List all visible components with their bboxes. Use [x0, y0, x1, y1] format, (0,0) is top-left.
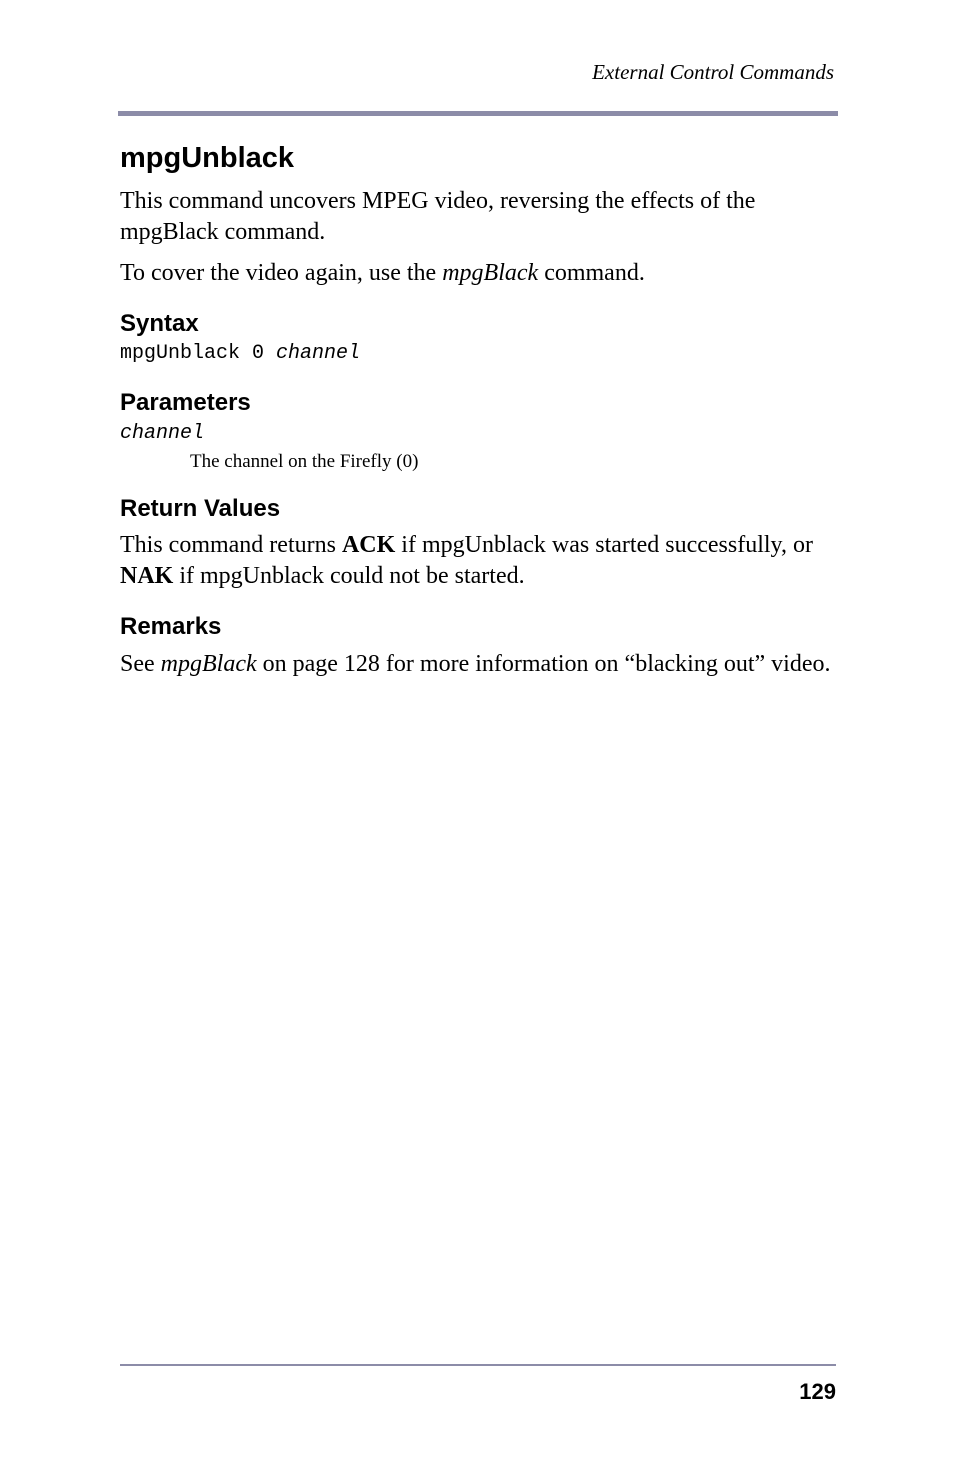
parameters-heading: Parameters: [120, 389, 251, 416]
return-text: This command returns: [120, 532, 342, 558]
page-number: 129: [799, 1379, 836, 1404]
page-title: mpgUnblack: [120, 142, 295, 174]
return-values-paragraph: [120, 530, 836, 592]
parameter-name-text: channel: [120, 422, 205, 445]
nak-value: NAK: [120, 563, 174, 589]
return-values-heading: Return Values: [120, 495, 281, 522]
intro-paragraph: This command uncovers MPEG video, reversing the effects of the mpgBlack command.: [120, 188, 756, 245]
return-text: if mpgUnblack was started successfully, or: [395, 532, 813, 558]
syntax-parameter: channel: [276, 342, 361, 365]
syntax-command: mpgUnblack 0: [120, 342, 277, 365]
running-header: External Control Commands: [592, 60, 834, 84]
intro-text: To cover the video again, use the: [120, 260, 443, 286]
parameter-name: [120, 422, 204, 445]
ack-value: ACK: [341, 532, 396, 558]
header-rule: [118, 111, 838, 116]
syntax-heading: Syntax: [120, 310, 199, 337]
remarks-heading: Remarks: [120, 613, 222, 640]
syntax-code: [120, 342, 360, 365]
intro-paragraph-2: [120, 258, 836, 289]
intro-text: command.: [538, 260, 645, 286]
parameter-description: The channel on the Firefly (0): [190, 451, 419, 472]
remarks-text: on page 128 for more information on “blacking out” video.: [256, 651, 831, 677]
return-text: if mpgUnblack could not be started.: [173, 563, 525, 589]
remarks-text: See: [120, 651, 161, 677]
cross-reference: mpgBlack: [160, 651, 257, 677]
command-reference: mpgBlack: [442, 260, 539, 286]
footer-rule: [120, 1364, 836, 1366]
remarks-paragraph: [120, 649, 836, 680]
